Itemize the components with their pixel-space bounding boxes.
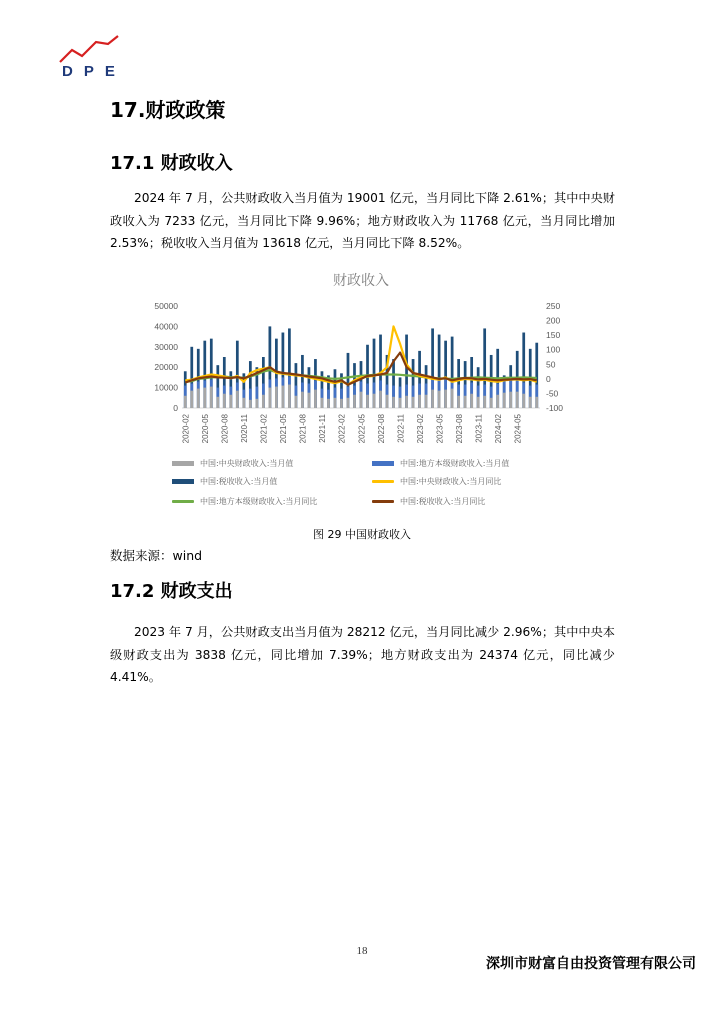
x-tick-label: 2022-02	[337, 414, 347, 444]
bar	[216, 397, 219, 408]
bar	[431, 390, 434, 408]
bar	[353, 395, 356, 408]
legend-label: 中国:中央财政收入:当月值	[200, 459, 294, 468]
section-title: 17.财政政策	[110, 98, 226, 122]
bar	[496, 395, 499, 408]
bar	[210, 387, 213, 408]
x-tick-label: 2023-11	[474, 414, 484, 443]
bar	[399, 398, 402, 408]
subsection-title-expenditure: 17.2 财政支出	[110, 581, 233, 602]
legend-swatch	[372, 480, 394, 483]
bar	[425, 395, 428, 408]
right-axis-tick-label: 0	[546, 373, 551, 384]
data-source: 数据来源：wind	[110, 548, 203, 563]
bar	[418, 395, 421, 408]
bar	[197, 389, 200, 408]
bar	[190, 391, 193, 408]
x-tick-label: 2022-11	[396, 414, 406, 443]
bar	[516, 392, 519, 408]
x-tick-label: 2023-05	[435, 414, 445, 444]
bar	[269, 388, 272, 408]
legend-label: 中国:中央财政收入:当月同比	[400, 477, 502, 486]
right-axis-tick-label: -100	[546, 403, 564, 413]
legend-label: 中国:地方本级财政收入:当月值	[400, 459, 510, 468]
x-tick-label: 2022-05	[357, 414, 367, 444]
bar	[229, 395, 232, 408]
bar	[412, 397, 415, 408]
bar	[373, 394, 376, 408]
bar	[236, 391, 239, 408]
legend-item	[172, 496, 317, 507]
right-axis-tick-label: 50	[546, 359, 556, 370]
bar	[405, 396, 408, 408]
x-tick-label: 2021-11	[318, 414, 328, 443]
bar	[483, 396, 486, 408]
left-axis-tick-label: 30000	[154, 341, 178, 352]
footer-company: 深圳市财富自由投资管理有限公司	[486, 956, 696, 972]
bar	[529, 397, 532, 408]
bar	[522, 394, 525, 408]
x-tick-label: 2021-05	[279, 414, 289, 444]
bar	[249, 400, 252, 408]
bar	[451, 389, 454, 408]
legend-item	[372, 496, 485, 507]
bar	[360, 392, 363, 408]
bar	[321, 398, 324, 408]
bar	[535, 397, 538, 408]
bar	[184, 396, 187, 408]
x-tick-label: 2024-05	[513, 414, 523, 444]
legend-item	[172, 476, 277, 487]
x-tick-label: 2023-08	[454, 414, 464, 444]
legend-label: 中国:地方本级财政收入:当月同比	[200, 497, 318, 506]
bar	[242, 398, 245, 408]
bar	[203, 388, 206, 408]
legend-swatch	[172, 500, 194, 503]
left-axis-tick-label: 10000	[154, 382, 178, 393]
legend-swatch	[372, 500, 394, 503]
subsection-title-revenue: 17.1 财政收入	[110, 153, 233, 174]
left-axis-tick-label: 50000	[154, 301, 178, 311]
bar	[366, 395, 369, 408]
legend-item	[372, 476, 501, 487]
bar	[386, 395, 389, 408]
bar	[327, 399, 330, 408]
left-axis-tick-label: 40000	[154, 321, 178, 332]
x-tick-label: 2023-02	[415, 414, 425, 444]
right-axis-tick-label: 100	[546, 344, 561, 355]
bar	[438, 391, 441, 408]
revenue-text: 2024 年 7 月，公共财政收入当月值为 19001 亿元，当月同比下降 2.61%；其中中央财政收入为 7233 亿元，当月同比下降 9.96%；地方财政收入为 11768 亿元，当月同比增加 2.53%；税收收入当月值为 13618 亿元，当月同比下降 8.52%。	[110, 191, 615, 250]
bar	[308, 393, 311, 408]
bar	[444, 390, 447, 408]
revenue-paragraph	[110, 187, 615, 255]
x-tick-label: 2021-02	[259, 414, 269, 444]
bar	[295, 396, 298, 408]
right-axis-tick-label: 150	[546, 330, 561, 341]
page-number: 18	[356, 945, 368, 957]
legend-swatch	[172, 479, 194, 484]
legend-swatch	[172, 461, 194, 466]
legend-label: 中国:税收收入:当月值	[200, 477, 278, 486]
bar	[470, 394, 473, 408]
bar	[392, 397, 395, 408]
right-axis-tick-label: 200	[546, 315, 561, 326]
legend-item	[172, 458, 293, 469]
bar	[334, 398, 337, 408]
bar	[262, 395, 265, 408]
x-tick-label: 2022-08	[376, 414, 386, 444]
expenditure-paragraph	[110, 621, 615, 689]
company-logo: DPE	[62, 63, 126, 80]
x-tick-label: 2021-08	[298, 414, 308, 444]
bar	[314, 390, 317, 408]
x-tick-label: 2020-02	[181, 414, 191, 444]
bar	[288, 385, 291, 408]
expenditure-text: 2023 年 7 月，公共财政支出当月值为 28212 亿元，当月同比减少 2.96%；其中中央本级财政支出为 3838 亿元，同比增加 7.39%；地方财政支出为 24374 亿元，同比减少 4.41%。	[110, 625, 615, 684]
bar	[503, 393, 506, 408]
bar	[379, 391, 382, 408]
figure-caption: 图 29 中国财政收入	[313, 528, 411, 541]
left-axis-tick-label: 0	[173, 403, 178, 413]
x-tick-label: 2020-05	[201, 414, 211, 444]
bar	[255, 399, 258, 408]
bar	[464, 396, 467, 408]
bar	[282, 386, 285, 408]
x-tick-label: 2020-11	[240, 414, 250, 443]
bar	[509, 392, 512, 408]
bar	[490, 398, 493, 408]
bar	[347, 398, 350, 408]
bar	[457, 396, 460, 408]
chart-title: 财政收入	[333, 273, 389, 289]
bar	[275, 387, 278, 408]
bar	[301, 392, 304, 408]
right-axis-tick-label: 250	[546, 301, 561, 311]
left-axis-tick-label: 20000	[154, 362, 178, 373]
bar	[223, 394, 226, 408]
legend-label: 中国:税收收入:当月同比	[400, 497, 486, 506]
legend-swatch	[372, 461, 394, 466]
bar	[477, 397, 480, 408]
bar	[340, 399, 343, 408]
x-tick-label: 2024-02	[493, 414, 503, 444]
x-tick-label: 2020-08	[220, 414, 230, 444]
legend-item	[372, 458, 509, 469]
right-axis-tick-label: -50	[546, 388, 559, 399]
